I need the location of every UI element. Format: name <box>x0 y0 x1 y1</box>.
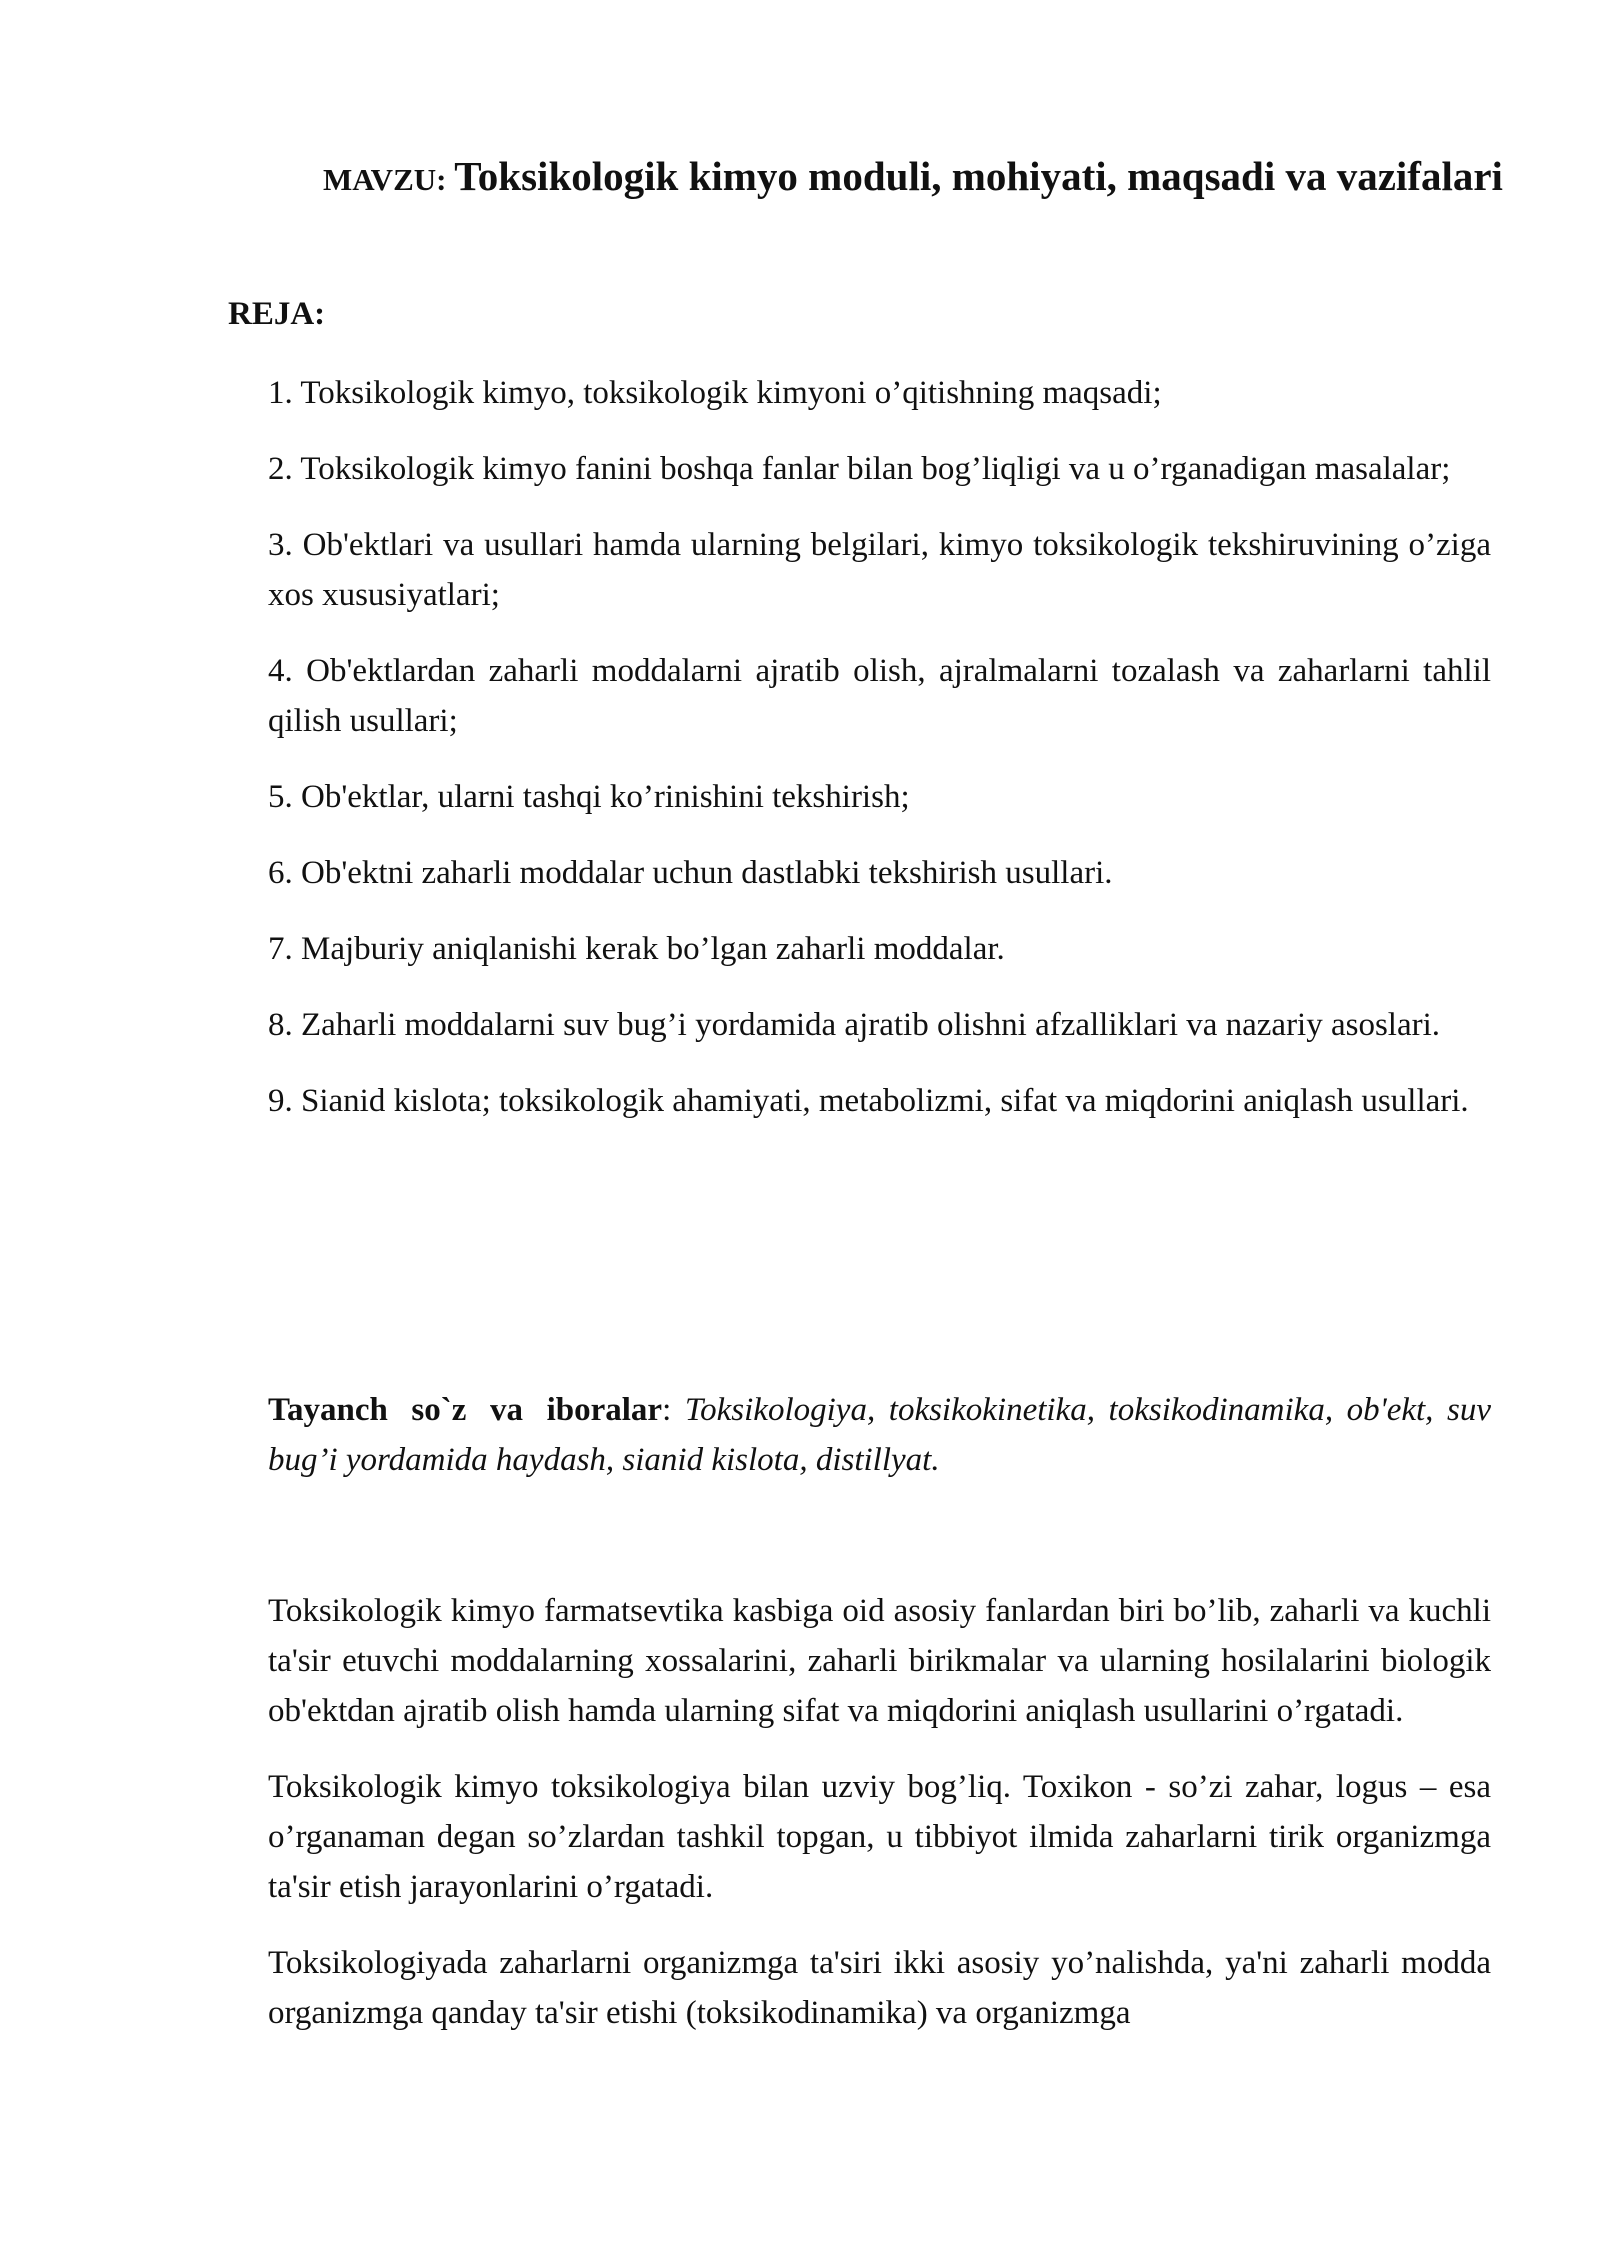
plan-item: 4. Ob'ektlardan zaharli moddalarni ajratib olish, ajralmalarni tozalash va zaharlarni tahlil qilish usullari; <box>268 653 1491 739</box>
page-title <box>268 148 1558 208</box>
title-text: Toksikologik kimyo moduli, mohiyati, maqsadi va vazifalari <box>454 153 1503 199</box>
body-paragraph: Toksikologiyada zaharlarni organizmga ta'siri ikki asosiy yo’nalishda, ya'ni zaharli modda organizmga qanday ta'sir etishi (toksikodinamika) va organizmga <box>268 1945 1491 2031</box>
plan-heading: REJA: <box>228 296 326 332</box>
body-paragraph: Toksikologik kimyo farmatsevtika kasbiga oid asosiy fanlardan biri bo’lib, zaharli va kuchli ta'sir etuvchi moddalarning xossalarini, zaharli birikmalar va ularning hosilalarini biologik ob'ektdan ajratib olish hamda ularning sifat va miqdorini aniqlash usullarini o’rgatadi. <box>268 1593 1491 1729</box>
plan-item: 6. Ob'ektni zaharli moddalar uchun dastlabki tekshirish usullari. <box>268 855 1113 891</box>
keywords-paragraph <box>268 1385 1491 1485</box>
keywords-label: Tayanch so`z va iboralar <box>268 1392 663 1428</box>
plan-list <box>268 368 1491 1152</box>
plan-item: 5. Ob'ektlar, ularni tashqi ko’rinishini tekshirish; <box>268 779 910 815</box>
plan-item: 3. Ob'ektlari va usullari hamda ularning belgilari, kimyo toksikologik tekshiruvining o’ziga xos xususiyatlari; <box>268 527 1491 613</box>
keywords-terms: Toksikologiya, toksikokinetika, toksikodinamika, ob'ekt, suv bug’i yordamida haydash, sianid kislota, distillyat. <box>268 1392 1492 1478</box>
body-text <box>268 1586 1491 2064</box>
plan-item: 7. Majburiy aniqlanishi kerak bo’lgan zaharli moddalar. <box>268 931 1005 967</box>
plan-item: 2. Toksikologik kimyo fanini boshqa fanlar bilan bog’liqligi va u o’rganadigan masalalar; <box>268 451 1451 487</box>
keywords-separator: : <box>662 1392 685 1428</box>
plan-item: 8. Zaharli moddalarni suv bug’i yordamida ajratib olishni afzalliklari va nazariy asoslari. <box>268 1007 1441 1043</box>
plan-item: 9. Sianid kislota; toksikologik ahamiyati, metabolizmi, sifat va miqdorini aniqlash usullari. <box>268 1083 1469 1119</box>
title-prefix: MAVZU: <box>323 162 455 197</box>
plan-item: 1. Toksikologik kimyo, toksikologik kimyoni o’qitishning maqsadi; <box>268 375 1162 411</box>
body-paragraph: Toksikologik kimyo toksikologiya bilan uzviy bog’liq. Toxikon - so’zi zahar, logus – esa o’rganaman degan so’zlardan tashkil topgan, u tibbiyot ilmida zaharlarni tirik organizmga ta'sir etish jarayonlarini o’rgatadi. <box>268 1769 1491 1905</box>
